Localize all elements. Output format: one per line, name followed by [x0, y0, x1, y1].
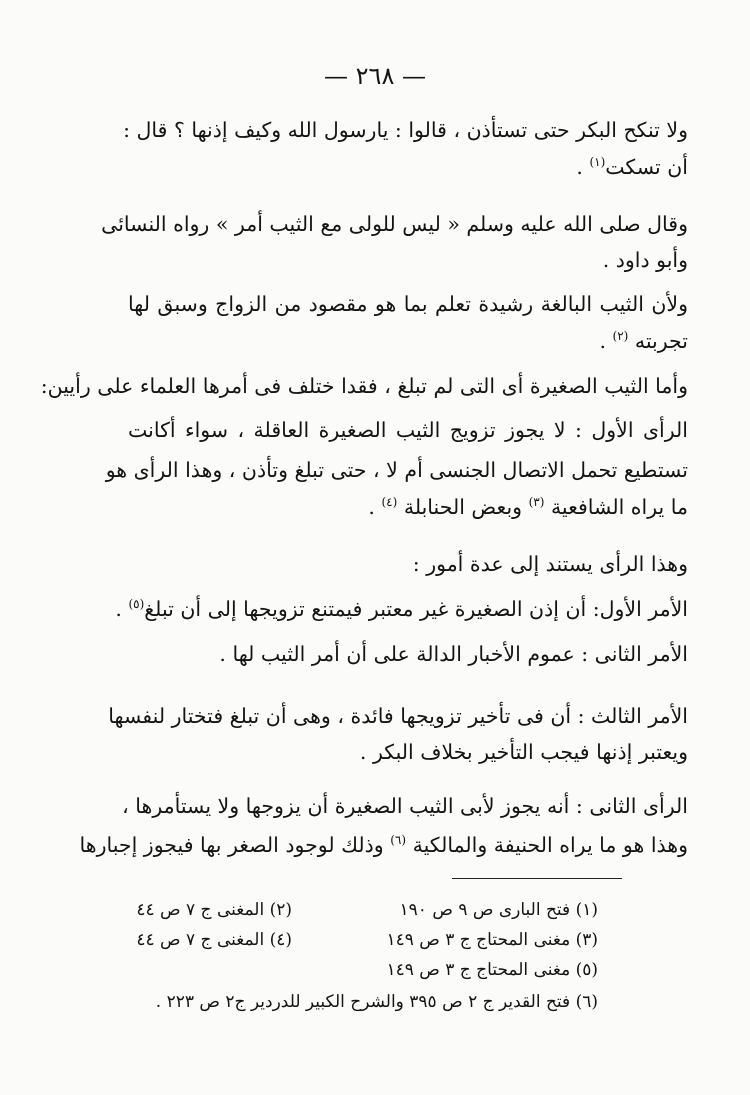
- text-line: وأبو داود .: [602, 248, 688, 272]
- text-line: أن تسكت$^{(١)}$ .: [576, 154, 688, 179]
- text-line: ويعتبر إذنها فيجب التأخير بخلاف البكر .: [359, 740, 688, 764]
- text-line: الرأى الأول : لا يجوز تزويج الثيب الصغيرة العاقلة ، سواء أكانت: [128, 418, 688, 442]
- text-line: الأمر الثالث : أن فى تأخير تزويجها فائدة ، وهى أن تبلغ فتختار لنفسها: [108, 704, 688, 728]
- text-line: ما يراه الشافعية $^{(٣)}$ وبعض الحنابلة $^{(٤)}$ .: [368, 494, 688, 519]
- text-line: ولا تنكح البكر حتى تستأذن ، قالوا : يارسول الله وكيف إذنها ؟ قال :: [123, 118, 688, 142]
- text-line: ولأن الثيب البالغة رشيدة تعلم بما هو مقصود من الزواج وسبق لها: [128, 292, 688, 316]
- text-line: وهذا الرأى يستند إلى عدة أمور :: [412, 552, 688, 576]
- footnote: (٥) مغنى المحتاج ج ٣ ص ١٤٩: [386, 960, 598, 980]
- footnote-ref: (٣): [528, 495, 545, 509]
- footnote-ref: (١): [589, 155, 606, 169]
- text-line: الأمر الثانى : عموم الأخبار الدالة على أن أمر الثيب لها .: [219, 642, 688, 666]
- footnote: (٦) فتح القدير ج ٢ ص ٣٩٥ والشرح الكبير للدردير ج٢ ص ٢٢٣ .: [155, 992, 598, 1012]
- text-line: وقال صلى الله عليه وسلم « ليس للولى مع الثيب أمر » رواه النسائى: [101, 212, 688, 236]
- page-number: — ٢٦٨ —: [324, 62, 426, 90]
- footnote-ref: (٢): [612, 329, 629, 343]
- text-line: الرأى الثانى : أنه يجوز لأبى الثيب الصغيرة أن يزوجها ولا يستأمرها ،: [122, 794, 688, 818]
- text-line: الأمر الأول: أن إذن الصغيرة غير معتبر فيمتنع تزويجها إلى أن تبلغ$^{(٥)}$ .: [115, 596, 688, 621]
- text-line: وأما الثيب الصغيرة أى التى لم تبلغ ، فقدا ختلف فى أمرها العلماء على رأيين:: [40, 374, 688, 398]
- footnote-ref: (٥): [128, 597, 145, 611]
- footnote-ref: (٦): [390, 833, 407, 847]
- text-line: تستطيع تحمل الاتصال الجنسى أم لا ، حتى تبلغ وتأذن ، وهذا الرأى هو: [105, 458, 688, 482]
- footnote-ref: (٤): [381, 495, 398, 509]
- footnote: (٣) مغنى المحتاج ج ٣ ص ١٤٩: [386, 930, 598, 950]
- text-line: تجربته $^{(٢)}$ .: [599, 328, 688, 353]
- text-line: وهذا هو ما يراه الحنيفة والمالكية $^{(٦)}$ وذلك لوجود الصغر بها فيجوز إجبارها: [79, 832, 688, 857]
- footnote: (٤) المغنى ج ٧ ص ٤٤: [136, 930, 292, 950]
- footnote: (١) فتح البارى ص ٩ ص ١٩٠: [399, 900, 598, 920]
- footnote-separator: [452, 878, 622, 879]
- footnote: (٢) المغنى ج ٧ ص ٤٤: [136, 900, 292, 920]
